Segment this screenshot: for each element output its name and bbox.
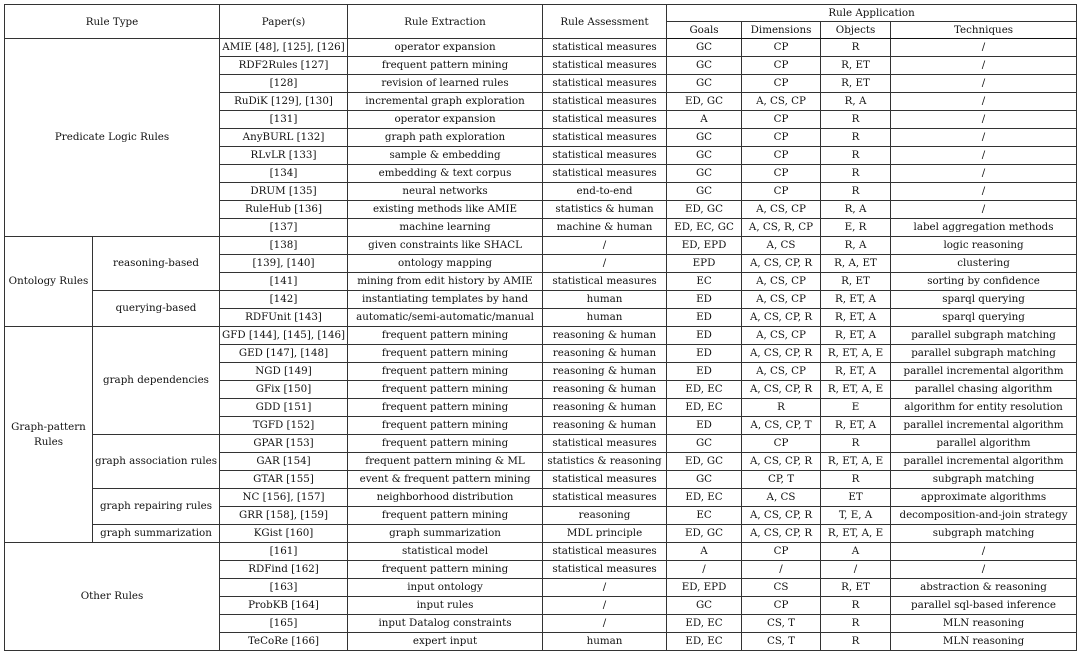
cell-goals: ED, GC [667,453,742,471]
cell-dimensions: A, CS, R, CP [742,219,821,237]
cell-paper: [141] [220,273,348,291]
cell-paper: GAR [154] [220,453,348,471]
cell-techniques: clustering [891,255,1077,273]
cell-extraction: automatic/semi-automatic/manual [348,309,543,327]
header-goals: Goals [667,22,742,39]
cell-objects: R, A [821,237,891,255]
cell-dimensions: / [742,561,821,579]
cell-assessment: end-to-end [543,183,667,201]
cell-techniques: parallel sql-based inference [891,597,1077,615]
cell-assessment: / [543,255,667,273]
cell-dimensions: A, CS, CP, R [742,381,821,399]
cell-objects: R [821,615,891,633]
cell-objects: R, A [821,93,891,111]
cell-goals: ED, EC [667,489,742,507]
cell-objects: R, ET, A, E [821,525,891,543]
cell-assessment: MDL principle [543,525,667,543]
cell-dimensions: A, CS, CP, T [742,417,821,435]
cell-dimensions: CS, T [742,633,821,651]
cell-paper: [142] [220,291,348,309]
cell-assessment: reasoning & human [543,417,667,435]
cell-techniques: sorting by confidence [891,273,1077,291]
cell-techniques: approximate algorithms [891,489,1077,507]
cell-paper: [131] [220,111,348,129]
header-rule-assessment: Rule Assessment [543,5,667,39]
cell-assessment: / [543,615,667,633]
cell-techniques: MLN reasoning [891,615,1077,633]
cell-dimensions: R [742,399,821,417]
cell-extraction: sample & embedding [348,147,543,165]
cell-goals: GC [667,75,742,93]
cell-assessment: / [543,597,667,615]
cell-objects: R, ET [821,273,891,291]
cell-techniques: / [891,165,1077,183]
cell-extraction: embedding & text corpus [348,165,543,183]
cell-paper: TGFD [152] [220,417,348,435]
cell-assessment: human [543,291,667,309]
cell-assessment: / [543,579,667,597]
cell-goals: GC [667,147,742,165]
cell-dimensions: CP [742,543,821,561]
header-objects: Objects [821,22,891,39]
cell-paper: [165] [220,615,348,633]
cell-techniques: / [891,57,1077,75]
cell-objects: R, ET [821,579,891,597]
cell-objects: R, ET, A [821,327,891,345]
cell-paper: [138] [220,237,348,255]
cell-techniques: algorithm for entity resolution [891,399,1077,417]
cell-extraction: ontology mapping [348,255,543,273]
cell-extraction: frequent pattern mining [348,417,543,435]
cell-objects: R, ET [821,57,891,75]
cell-dimensions: A, CS, CP [742,291,821,309]
cell-techniques: / [891,75,1077,93]
header-dimensions: Dimensions [742,22,821,39]
cell-dimensions: CP [742,435,821,453]
cell-assessment: statistical measures [543,543,667,561]
subgroup-graph-dependencies: graph dependencies [93,327,220,435]
cell-dimensions: CS, T [742,615,821,633]
cell-objects: R, ET [821,75,891,93]
cell-paper: RDF2Rules [127] [220,57,348,75]
cell-assessment: statistical measures [543,561,667,579]
cell-paper: NGD [149] [220,363,348,381]
cell-paper: GFD [144], [145], [146] [220,327,348,345]
cell-objects: R [821,183,891,201]
cell-goals: ED [667,309,742,327]
cell-goals: GC [667,183,742,201]
cell-techniques: / [891,129,1077,147]
cell-extraction: frequent pattern mining & ML [348,453,543,471]
cell-dimensions: A, CS, CP [742,93,821,111]
cell-paper: [163] [220,579,348,597]
cell-objects: R, ET, A, E [821,381,891,399]
cell-objects: R [821,129,891,147]
cell-dimensions: A, CS, CP, R [742,309,821,327]
cell-paper: NC [156], [157] [220,489,348,507]
cell-techniques: / [891,543,1077,561]
cell-techniques: parallel incremental algorithm [891,363,1077,381]
cell-extraction: operator expansion [348,111,543,129]
cell-goals: ED [667,345,742,363]
cell-goals: A [667,111,742,129]
cell-techniques: / [891,183,1077,201]
cell-paper: GDD [151] [220,399,348,417]
cell-assessment: machine & human [543,219,667,237]
cell-assessment: human [543,309,667,327]
cell-goals: ED, EC [667,399,742,417]
cell-paper: AnyBURL [132] [220,129,348,147]
cell-techniques: parallel subgraph matching [891,345,1077,363]
cell-dimensions: A, CS, CP, R [742,525,821,543]
cell-extraction: event & frequent pattern mining [348,471,543,489]
cell-objects: R, A [821,201,891,219]
cell-paper: KGist [160] [220,525,348,543]
cell-objects: R, ET, A [821,309,891,327]
cell-goals: ED, EC, GC [667,219,742,237]
cell-paper: GED [147], [148] [220,345,348,363]
cell-extraction: frequent pattern mining [348,345,543,363]
cell-objects: R [821,471,891,489]
cell-goals: GC [667,39,742,57]
cell-dimensions: A, CS, CP, R [742,345,821,363]
cell-goals: ED, EC [667,633,742,651]
cell-objects: R, ET, A [821,291,891,309]
cell-dimensions: A, CS, CP [742,201,821,219]
cell-assessment: statistical measures [543,75,667,93]
cell-assessment: statistical measures [543,39,667,57]
cell-dimensions: CP [742,75,821,93]
cell-goals: GC [667,57,742,75]
cell-assessment: statistical measures [543,273,667,291]
cell-goals: GC [667,165,742,183]
cell-techniques: subgraph matching [891,471,1077,489]
cell-extraction: given constraints like SHACL [348,237,543,255]
group-predicate-logic-rules: Predicate Logic Rules [5,39,220,237]
cell-goals: GC [667,129,742,147]
cell-objects: / [821,561,891,579]
cell-objects: R [821,597,891,615]
cell-assessment: statistical measures [543,111,667,129]
cell-paper: GRR [158], [159] [220,507,348,525]
cell-dimensions: A, CS [742,237,821,255]
cell-objects: E, R [821,219,891,237]
cell-assessment: reasoning & human [543,327,667,345]
cell-assessment: statistics & reasoning [543,453,667,471]
cell-dimensions: A, CS, CP [742,273,821,291]
cell-techniques: decomposition-and-join strategy [891,507,1077,525]
header-techniques: Techniques [891,22,1077,39]
cell-goals: ED [667,327,742,345]
cell-extraction: machine learning [348,219,543,237]
cell-goals: EPD [667,255,742,273]
cell-objects: R [821,165,891,183]
cell-paper: DRUM [135] [220,183,348,201]
cell-paper: RDFind [162] [220,561,348,579]
cell-extraction: existing methods like AMIE [348,201,543,219]
cell-goals: EC [667,507,742,525]
cell-assessment: reasoning & human [543,363,667,381]
cell-dimensions: CP [742,165,821,183]
cell-objects: T, E, A [821,507,891,525]
cell-assessment: statistical measures [543,147,667,165]
subgroup-graph-repairing-rules: graph repairing rules [93,489,220,525]
cell-goals: ED, GC [667,93,742,111]
cell-techniques: parallel incremental algorithm [891,453,1077,471]
cell-goals: A [667,543,742,561]
group-ontology-rules: Ontology Rules [5,237,93,327]
cell-dimensions: A, CS, CP, R [742,453,821,471]
cell-extraction: instantiating templates by hand [348,291,543,309]
cell-assessment: statistical measures [543,129,667,147]
cell-paper: [137] [220,219,348,237]
cell-techniques: sparql querying [891,309,1077,327]
cell-extraction: incremental graph exploration [348,93,543,111]
group-graph-pattern-rules: Graph-pattern Rules [5,327,93,543]
cell-extraction: mining from edit history by AMIE [348,273,543,291]
cell-techniques: label aggregation methods [891,219,1077,237]
cell-extraction: neural networks [348,183,543,201]
cell-dimensions: A, CS [742,489,821,507]
cell-assessment: reasoning & human [543,345,667,363]
cell-extraction: frequent pattern mining [348,435,543,453]
cell-paper: AMIE [48], [125], [126] [220,39,348,57]
cell-dimensions: CP [742,597,821,615]
cell-techniques: / [891,561,1077,579]
cell-goals: ED, EC [667,615,742,633]
rule-survey-table [4,4,1077,651]
cell-extraction: input ontology [348,579,543,597]
cell-goals: / [667,561,742,579]
cell-assessment: statistics & human [543,201,667,219]
cell-paper: RLvLR [133] [220,147,348,165]
cell-objects: R [821,147,891,165]
header-rule-application: Rule Application [667,5,1077,22]
cell-goals: ED [667,291,742,309]
cell-extraction: frequent pattern mining [348,381,543,399]
cell-assessment: statistical measures [543,93,667,111]
cell-techniques: subgraph matching [891,525,1077,543]
cell-goals: GC [667,435,742,453]
cell-objects: R [821,435,891,453]
header-rule-extraction: Rule Extraction [348,5,543,39]
cell-extraction: frequent pattern mining [348,507,543,525]
subgroup-reasoning-based: reasoning-based [93,237,220,291]
cell-goals: ED, EPD [667,579,742,597]
header-papers: Paper(s) [220,5,348,39]
cell-paper: [134] [220,165,348,183]
cell-dimensions: A, CS, CP [742,327,821,345]
cell-techniques: parallel incremental algorithm [891,417,1077,435]
cell-dimensions: A, CS, CP, R [742,507,821,525]
cell-paper: ProbKB [164] [220,597,348,615]
subgroup-querying-based: querying-based [93,291,220,327]
cell-assessment: statistical measures [543,165,667,183]
cell-goals: ED, EPD [667,237,742,255]
header-rule-type: Rule Type [5,5,220,39]
cell-paper: GPAR [153] [220,435,348,453]
subgroup-graph-association-rules: graph association rules [93,435,220,489]
cell-extraction: operator expansion [348,39,543,57]
cell-objects: ET [821,489,891,507]
cell-techniques: / [891,93,1077,111]
cell-dimensions: A, CS, CP [742,363,821,381]
cell-objects: R [821,111,891,129]
cell-assessment: reasoning [543,507,667,525]
cell-extraction: revision of learned rules [348,75,543,93]
cell-goals: ED, GC [667,201,742,219]
cell-techniques: sparql querying [891,291,1077,309]
cell-goals: ED [667,417,742,435]
cell-goals: EC [667,273,742,291]
cell-goals: ED [667,363,742,381]
cell-dimensions: CP [742,39,821,57]
cell-extraction: input rules [348,597,543,615]
cell-techniques: / [891,147,1077,165]
cell-objects: R [821,39,891,57]
cell-objects: R, A, ET [821,255,891,273]
cell-paper: GFix [150] [220,381,348,399]
cell-assessment: statistical measures [543,57,667,75]
cell-assessment: reasoning & human [543,381,667,399]
cell-dimensions: CP [742,111,821,129]
subgroup-graph-summarization: graph summarization [93,525,220,543]
cell-goals: GC [667,471,742,489]
cell-techniques: / [891,201,1077,219]
cell-techniques: / [891,39,1077,57]
cell-paper: RuleHub [136] [220,201,348,219]
cell-objects: A [821,543,891,561]
cell-extraction: statistical model [348,543,543,561]
cell-objects: R, ET, A [821,417,891,435]
cell-dimensions: CP, T [742,471,821,489]
cell-extraction: frequent pattern mining [348,57,543,75]
cell-assessment: / [543,237,667,255]
cell-paper: TeCoRe [166] [220,633,348,651]
cell-paper: [139], [140] [220,255,348,273]
cell-dimensions: CP [742,129,821,147]
cell-techniques: MLN reasoning [891,633,1077,651]
cell-extraction: neighborhood distribution [348,489,543,507]
cell-extraction: graph summarization [348,525,543,543]
cell-extraction: input Datalog constraints [348,615,543,633]
cell-paper: RDFUnit [143] [220,309,348,327]
cell-assessment: reasoning & human [543,399,667,417]
cell-objects: R, ET, A, E [821,453,891,471]
cell-techniques: abstraction & reasoning [891,579,1077,597]
cell-dimensions: CP [742,147,821,165]
cell-extraction: frequent pattern mining [348,363,543,381]
cell-extraction: frequent pattern mining [348,327,543,345]
cell-goals: ED, GC [667,525,742,543]
cell-assessment: statistical measures [543,489,667,507]
cell-objects: E [821,399,891,417]
cell-objects: R, ET, A [821,363,891,381]
cell-dimensions: CP [742,183,821,201]
cell-extraction: expert input [348,633,543,651]
cell-techniques: parallel algorithm [891,435,1077,453]
cell-extraction: graph path exploration [348,129,543,147]
group-other-rules: Other Rules [5,543,220,651]
cell-assessment: statistical measures [543,435,667,453]
cell-extraction: frequent pattern mining [348,399,543,417]
cell-paper: [161] [220,543,348,561]
cell-extraction: frequent pattern mining [348,561,543,579]
cell-goals: ED, EC [667,381,742,399]
cell-techniques: parallel subgraph matching [891,327,1077,345]
cell-techniques: / [891,111,1077,129]
cell-objects: R, ET, A, E [821,345,891,363]
cell-dimensions: CP [742,57,821,75]
cell-techniques: logic reasoning [891,237,1077,255]
cell-dimensions: CS [742,579,821,597]
cell-dimensions: A, CS, CP, R [742,255,821,273]
cell-paper: GTAR [155] [220,471,348,489]
cell-paper: [128] [220,75,348,93]
cell-assessment: human [543,633,667,651]
cell-techniques: parallel chasing algorithm [891,381,1077,399]
cell-goals: GC [667,597,742,615]
cell-objects: R [821,633,891,651]
cell-assessment: statistical measures [543,471,667,489]
cell-paper: RuDiK [129], [130] [220,93,348,111]
